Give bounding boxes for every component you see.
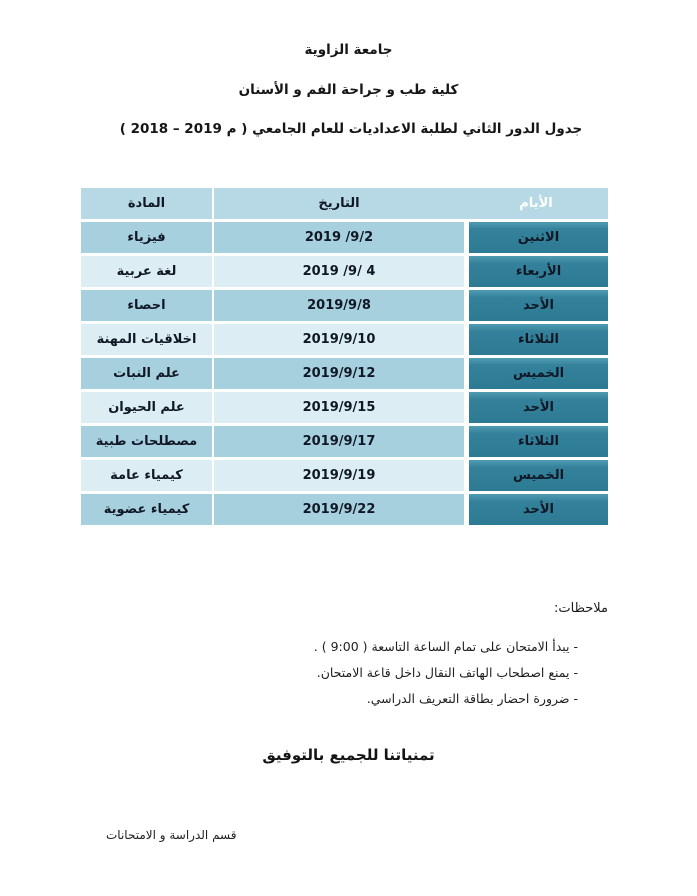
day-cell: الثلاثاء xyxy=(464,324,608,355)
date-value: 2019/9/12 xyxy=(302,366,376,381)
date-value: 2019/9/19 xyxy=(302,468,376,483)
header-date: التاريخ xyxy=(212,188,464,219)
header-days: الأيام xyxy=(464,188,608,219)
schedule-title-text: جدول الدور الثاني لطلبة الاعداديات للعام الجامعي xyxy=(252,121,583,137)
date-cell xyxy=(212,290,464,321)
date-cell xyxy=(212,426,464,457)
day-cell: الأربعاء xyxy=(464,256,608,287)
day-cell: الأحد xyxy=(464,494,608,525)
date-cell xyxy=(212,460,464,491)
note-item: - يبدأ الامتحان على تمام الساعة التاسعة ( 9:00 ) . xyxy=(313,639,578,654)
date-cell xyxy=(212,222,464,253)
header-subject: المادة xyxy=(81,188,212,219)
subject-cell: كيمياء عضوية xyxy=(81,494,212,525)
date-cell xyxy=(212,494,464,525)
subject-cell: فيزياء xyxy=(81,222,212,253)
table-row xyxy=(81,358,608,389)
university-title: جامعة الزاوية xyxy=(304,42,393,58)
subject-cell: اخلاقيات المهنة xyxy=(81,324,212,355)
schedule-title-years: ( 2018 – 2019 م ) xyxy=(119,121,248,137)
date-cell xyxy=(212,358,464,389)
table-row xyxy=(81,290,608,321)
subject-cell: كيمياء عامة xyxy=(81,460,212,491)
subject-cell: احصاء xyxy=(81,290,212,321)
note-item: - ضرورة احضار بطاقة التعريف الدراسي. xyxy=(366,691,578,706)
date-value: 2019/9/22 xyxy=(302,502,376,517)
day-cell: الخميس xyxy=(464,358,608,389)
table-row xyxy=(81,222,608,253)
table-row xyxy=(81,426,608,457)
date-value: 2019 /9/2 xyxy=(304,230,374,245)
table-row xyxy=(81,494,608,525)
table-row xyxy=(81,460,608,491)
good-luck-message: تمنياتنا للجميع بالتوفيق xyxy=(262,746,435,764)
date-value: 2019/9/15 xyxy=(302,400,376,415)
table-header-row xyxy=(81,188,608,219)
table-row xyxy=(81,256,608,287)
notes-list xyxy=(314,634,578,712)
faculty-title: كلية طب و جراحة الفم و الأسنان xyxy=(238,82,459,98)
table-row xyxy=(81,324,608,355)
subject-cell: علم النبات xyxy=(81,358,212,389)
date-value: 2019/9/17 xyxy=(302,434,376,449)
day-cell: الخميس xyxy=(464,460,608,491)
date-value: 2019/9/8 xyxy=(307,298,371,313)
date-cell xyxy=(212,324,464,355)
date-cell xyxy=(212,256,464,287)
exam-schedule-table xyxy=(81,185,608,528)
subject-cell: لغة عربية xyxy=(81,256,212,287)
department-signature: قسم الدراسة و الامتحانات xyxy=(106,828,237,842)
day-cell: الاثنين xyxy=(464,222,608,253)
day-cell: الأحد xyxy=(464,392,608,423)
note-item: - يمنع اصطحاب الهاتف النقال داخل قاعة الامتحان. xyxy=(316,665,578,680)
subject-cell: مصطلحات طبية xyxy=(81,426,212,457)
notes-heading: ملاحظات: xyxy=(554,601,608,616)
day-cell: الثلاثاء xyxy=(464,426,608,457)
table-row xyxy=(81,392,608,423)
date-value: 2019 /9/ 4 xyxy=(302,264,376,279)
subject-cell: علم الحيوان xyxy=(81,392,212,423)
date-cell xyxy=(212,392,464,423)
day-cell: الأحد xyxy=(464,290,608,321)
schedule-title xyxy=(0,121,697,137)
date-value: 2019/9/10 xyxy=(302,332,376,347)
